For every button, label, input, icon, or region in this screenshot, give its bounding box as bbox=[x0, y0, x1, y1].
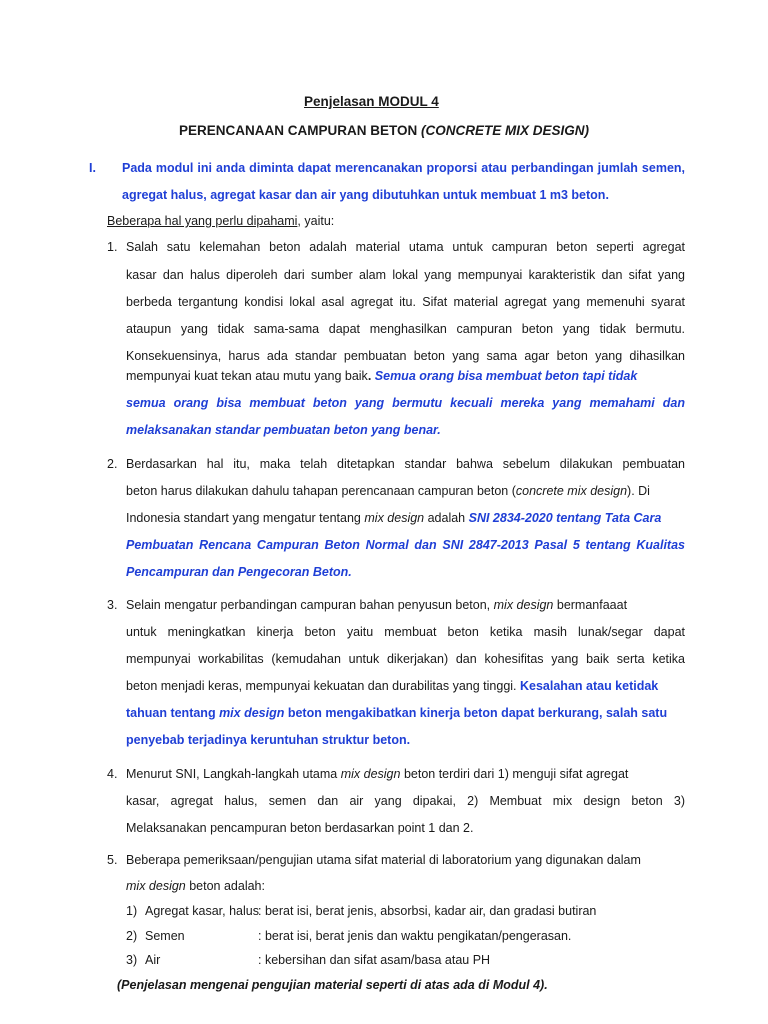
subtitle-italic: (CONCRETE MIX DESIGN) bbox=[421, 123, 590, 138]
item-3-line-1-italic: mix design bbox=[493, 598, 554, 612]
sub-item-3-desc: : kebersihan dan sifat asam/basa atau PH bbox=[258, 953, 491, 967]
item-3-line-6: penyebab terjadinya keruntuhan struktur beton. bbox=[126, 733, 411, 747]
item-4-line-2: kasar, agregat halus, semen dan air yang dipakai, 2) Membuat mix design beton 3) bbox=[126, 794, 685, 808]
item-5-number: 5. bbox=[107, 853, 118, 867]
item-2-line-2-italic: concrete mix design bbox=[515, 484, 628, 498]
item-5-line-2-b: beton adalah: bbox=[185, 879, 265, 893]
item-2-line-4: Pembuatan Rencana Campuran Beton Normal dan SNI 2847-2013 Pasal 5 tentang Kualitas bbox=[126, 538, 685, 552]
section-intro-line-2: agregat halus, agregat kasar dan air yang dibutuhkan untuk membuat 1 m3 beton. bbox=[122, 188, 609, 202]
item-3-line-4 bbox=[126, 679, 658, 693]
item-4-line-3: Melaksanakan pencampuran beton berdasarkan point 1 dan 2. bbox=[126, 821, 474, 835]
sub-item-2-number: 2) bbox=[126, 929, 138, 943]
item-3-line-1-a: Selain mengatur perbandingan campuran bahan penyusun beton, bbox=[126, 598, 494, 612]
item-3-line-5-b: beton mengakibatkan kinerja beton dapat berkurang, salah satu bbox=[284, 706, 668, 720]
item-3-number: 3. bbox=[107, 598, 118, 612]
item-3-line-4-emph: Kesalahan atau ketidak bbox=[520, 679, 659, 693]
item-1-line-6-plain: mempunyai kuat tekan atau mutu yang baik bbox=[126, 369, 368, 383]
page-title: Penjelasan MODUL 4 bbox=[304, 94, 439, 109]
item-1-line-4: ataupun yang tidak sama-sama dapat menghasilkan campuran beton yang tidak bermutu. bbox=[126, 322, 685, 336]
item-1-line-7: semua orang bisa membuat beton yang bermutu kecuali mereka yang memahami dan bbox=[126, 396, 685, 410]
sub-item-1-label: Agregat kasar, halus bbox=[145, 904, 259, 918]
item-3-line-1 bbox=[126, 598, 627, 612]
item-2-line-3-emph: SNI 2834-2020 tentang Tata Cara bbox=[468, 511, 662, 525]
item-1-line-6-emph: Semua orang bisa membuat beton tapi tidak bbox=[374, 369, 638, 383]
item-1-line-5: Konsekuensinya, harus ada standar pembuatan beton yang sama agar beton yang dihasilkan bbox=[126, 349, 685, 363]
item-2-line-3-b: adalah bbox=[424, 511, 469, 525]
item-1-line-2: kasar dan halus diperoleh dari sumber alam lokal yang mempunyai karakteristik dan sifat yang bbox=[126, 268, 685, 282]
item-1-number: 1. bbox=[107, 240, 118, 254]
item-5-line-2 bbox=[126, 879, 265, 893]
item-2-line-2 bbox=[126, 484, 650, 498]
item-3-line-4-a: beton menjadi keras, mempunyai kekuatan dan durabilitas yang tinggi. bbox=[126, 679, 520, 693]
item-4-line-1-b: beton terdiri dari 1) menguji sifat agregat bbox=[400, 767, 629, 781]
intro-text bbox=[107, 214, 334, 228]
sub-item-1-desc: : berat isi, berat jenis, absorbsi, kadar air, dan gradasi butiran bbox=[258, 904, 597, 918]
sub-item-3-label: Air bbox=[145, 953, 161, 967]
item-2-line-1: Berdasarkan hal itu, maka telah ditetapkan standar bahwa sebelum dilakukan pembuatan bbox=[126, 457, 685, 471]
item-3-line-2: untuk meningkatkan kinerja beton yaitu membuat beton ketika masih lunak/segar dapat bbox=[126, 625, 685, 639]
item-5-line-1: Beberapa pemeriksaan/pengujian utama sifat material di laboratorium yang digunakan dalam bbox=[126, 853, 641, 867]
item-3-line-3: mempunyai workabilitas (kemudahan untuk dikerjakan) dan kohesifitas yang baik serta ketika bbox=[126, 652, 685, 666]
item-3-line-5 bbox=[126, 706, 667, 720]
intro-underlined: Beberapa hal yang perlu dipahami bbox=[107, 214, 298, 228]
item-4-number: 4. bbox=[107, 767, 118, 781]
sub-item-3-number: 3) bbox=[126, 953, 138, 967]
intro-rest: , yaitu: bbox=[297, 214, 335, 228]
item-2-number: 2. bbox=[107, 457, 118, 471]
sub-item-2-label: Semen bbox=[145, 929, 185, 943]
section-number: I. bbox=[89, 161, 96, 175]
item-2-line-2-a: beton harus dilakukan dahulu tahapan perencanaan campuran beton ( bbox=[126, 484, 516, 498]
item-5-line-2-italic: mix design bbox=[126, 879, 186, 893]
item-3-line-5-italic: mix design bbox=[219, 706, 285, 720]
item-1-line-1: Salah satu kelemahan beton adalah material utama untuk campuran beton seperti agregat bbox=[126, 240, 685, 254]
page-subtitle bbox=[179, 123, 589, 138]
item-2-line-3 bbox=[126, 511, 661, 525]
item-2-line-3-a: Indonesia standart yang mengatur tentang bbox=[126, 511, 365, 525]
section-intro-line-1: Pada modul ini anda diminta dapat merencanakan proporsi atau perbandingan jumlah semen, bbox=[122, 161, 685, 175]
sub-item-2-desc: : berat isi, berat jenis dan waktu pengikatan/pengerasan. bbox=[258, 929, 572, 943]
item-4-line-1-a: Menurut SNI, Langkah-langkah utama bbox=[126, 767, 341, 781]
sub-item-1-number: 1) bbox=[126, 904, 138, 918]
item-2-line-2-b: ). Di bbox=[627, 484, 650, 498]
item-3-line-1-b: bermanfaaat bbox=[553, 598, 628, 612]
item-3-line-5-a: tahuan tentang bbox=[126, 706, 220, 720]
item-4-line-1-italic: mix design bbox=[340, 767, 401, 781]
item-1-line-8: melaksanakan standar pembuatan beton yang benar. bbox=[126, 423, 441, 437]
item-1-line-3: berbeda tergantung kondisi lokal asal agregat itu. Sifat material agregat yang memenuhi syarat bbox=[126, 295, 685, 309]
footnote: (Penjelasan mengenai pengujian material seperti di atas ada di Modul 4). bbox=[117, 978, 548, 992]
item-2-line-3-italic: mix design bbox=[364, 511, 425, 525]
item-2-line-5: Pencampuran dan Pengecoran Beton. bbox=[126, 565, 352, 579]
item-4-line-1 bbox=[126, 767, 628, 781]
item-1-line-6 bbox=[126, 369, 637, 383]
subtitle-main: PERENCANAAN CAMPURAN BETON bbox=[179, 123, 422, 138]
item-1-line-6-dot: . bbox=[367, 369, 372, 383]
